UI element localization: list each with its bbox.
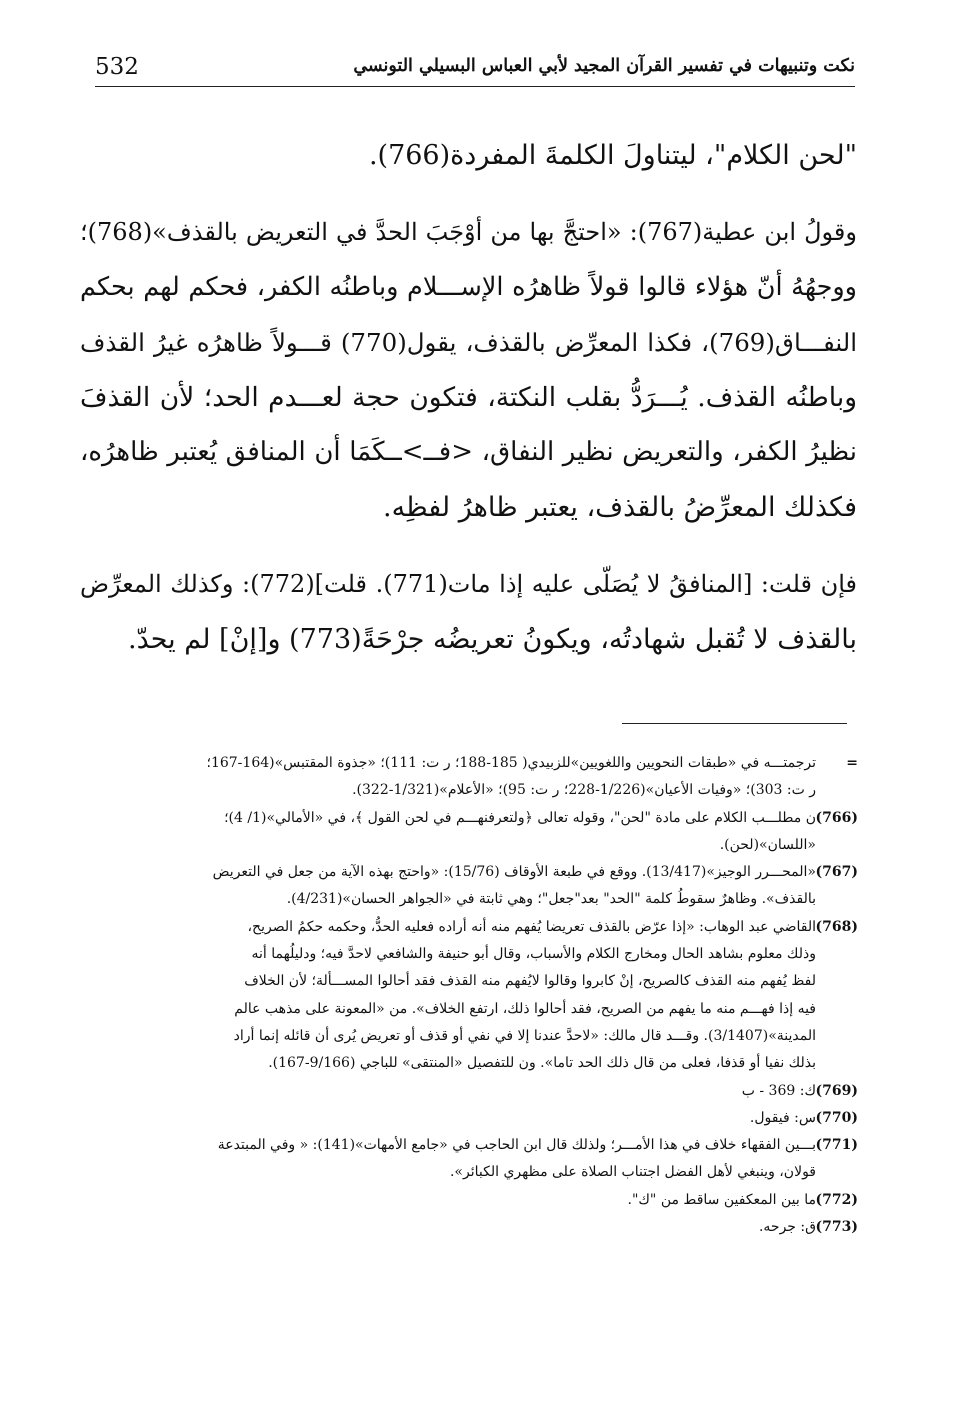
footnote-line: بذلك نفيا أو قذفا، فعلى من قال ذلك الحد تاما». ون للتفصيل «المنتقى» للباجي (9/166-167). <box>268 1055 816 1072</box>
footnote <box>80 750 858 805</box>
paragraph-3 <box>80 557 857 667</box>
footnote-line: بـــين الفقهاء خلاف في هذا الأمـــر؛ ولذلك قال ابن الحاجب في «جامع الأمهات»(141): « وفي المبتدعة <box>217 1137 816 1154</box>
footnotes <box>80 750 858 1241</box>
footnote-number: (768) <box>815 918 858 935</box>
footnote-line: ر ت: 303)؛ «وفيات الأعيان»(1/226-228؛ ر ت: 95)؛ «الأعلام»(1/321-322). <box>352 782 816 799</box>
footnote-line: لفظ يُفهم منه القذف كالصريح، إنْ كابروا وقالوا لايُفهم منه القذف فقد أحالوا المســـألة؛ لأن الخلاف <box>244 973 816 990</box>
footnote-number: = <box>846 755 858 771</box>
footnote-divider <box>622 723 847 724</box>
running-header <box>95 48 855 88</box>
paragraph-1 <box>80 128 857 183</box>
footnote-line: قولان، وينبغي لأهل الفضل اجتناب الصلاة على مظهري الكبائر». <box>449 1164 816 1181</box>
footnote <box>80 1078 858 1105</box>
main-text <box>80 128 857 667</box>
footnote <box>80 805 858 860</box>
footnote <box>80 1105 858 1132</box>
footnote-line: ما بين المعكفين ساقط من "ك". <box>627 1191 816 1208</box>
footnote-number: (772) <box>815 1191 858 1208</box>
footnote <box>80 859 858 914</box>
text-line: فإن قلت: [المنافقُ لا يُصَلّى عليه إذا مات(771). قلت](772): وكذلك المعرِّض <box>80 570 858 598</box>
text-line: نظيرُ الكفر، والتعريض نظير النفاق، <فــ>ــكَمَا أن المنافق يُعتبر ظاهرُه، <box>80 437 857 467</box>
footnote-line: فيه إذا فهـــم منه ما يفهم من الصريح، فقد أحالوا ذلك، ارتفع الخلاف». من «المعونة على مذهب عالم <box>234 1000 816 1017</box>
paragraph-2 <box>80 205 857 535</box>
footnote-line: وذلك معلوم بشاهد الحال ومخارج الكلام والأسباب، وقال أبو حنيفة والشافعي لاحدَّ فيه؛ ودليلُهما أنه <box>251 946 816 963</box>
footnote-number: (770) <box>815 1109 858 1126</box>
footnote-number: (769) <box>815 1082 858 1099</box>
footnote-line: القاضي عبد الوهاب: «إذا عرّض بالقذف تعريضا يُفهم منه أنه أراده فعليه الحدُّ، وحكمه حكمُ الصريح، <box>247 918 816 935</box>
footnote <box>80 1132 858 1187</box>
page-number: 532 <box>95 54 139 80</box>
footnote-line: ق: جرحه. <box>758 1219 816 1236</box>
footnote-number: (773) <box>815 1219 858 1236</box>
header-divider <box>95 86 855 87</box>
footnote-line: المدينة»(3/1407). وقـــد قال مالك: «لاحدَّ عندنا إلا في نفي أو قذف أو تعريض يُرى أن قائله إنما أراد <box>233 1027 816 1044</box>
footnote-number: (767) <box>815 864 858 881</box>
footnote <box>80 914 858 1078</box>
text-line: النفـــاق(769)، فكذا المعرِّض بالقذف، يقول(770) قـــولاً ظاهرُه غيرُ القذف <box>80 328 857 357</box>
text-line: وباطنُه القذف. يُـــرَدُّ بقلب النكتة، فتكون حجة لعـــدم الحد؛ لأن القذفَ <box>80 382 857 413</box>
footnote-number: (766) <box>815 809 858 826</box>
footnote-line: ترجمتـــه في «طبقات النحويين واللغويين»للزبيدي( 185-188؛ ر ت: 111)؛ «جذوة المقتبس»(164-167؛ <box>206 755 816 771</box>
text-line: ووجهُهُ أنّ هؤلاء قالوا قولاً ظاهرُه الإســـلام وباطنُه الكفر، فحكم لهم بحكم <box>80 272 857 302</box>
text-line: وقولُ ابن عطية(767): «احتجَّ بها من أوْجَبَ الحدَّ في التعريض بالقذف»(768)؛ <box>80 218 857 246</box>
footnote-line: ن مطلـــب الكلام على مادة "لحن"، وقوله تعالى ﴿ولتعرفنهـــم في لحن القول ﴾، في «الأمالي»(1/ 4)؛ <box>224 809 816 826</box>
footnote-line: «اللسان»(لحن). <box>719 836 816 853</box>
text-line: بالقذف لا تُقبل شهادتُه، ويكونُ تعريضُه جرْحَةً(773) و[إنْ] لم يحدّ. <box>127 624 857 655</box>
footnote-line: ك: 369 - ب <box>741 1082 816 1099</box>
footnote-line: بالقذف». وظاهرٌ سقوطُ كلمة "الحد" بعد"جعل"؛ وهي ثابتة في «الجواهر الحسان»(4/231). <box>286 891 816 908</box>
text-line: فكذلك المعرِّضُ بالقذف، يعتبر ظاهرُ لفظِه. <box>383 492 857 523</box>
footnote-line: «المحـــرر الوجيز»(13/417). ووقع في طبعة الأوقاف (15/76): «واحتج بهذه الآية من جعل في التعريض <box>212 864 816 881</box>
text-line: "لحن الكلام"، ليتناولَ الكلمةَ المفردة(766). <box>368 140 857 171</box>
running-title: نكت وتنبيهات في تفسير القرآن المجيد لأبي العباس البسيلي التونسي <box>353 56 855 76</box>
footnote-line: س: فيقول. <box>749 1109 816 1126</box>
footnote <box>80 1187 858 1214</box>
footnote <box>80 1214 858 1241</box>
footnote-number: (771) <box>815 1137 858 1154</box>
